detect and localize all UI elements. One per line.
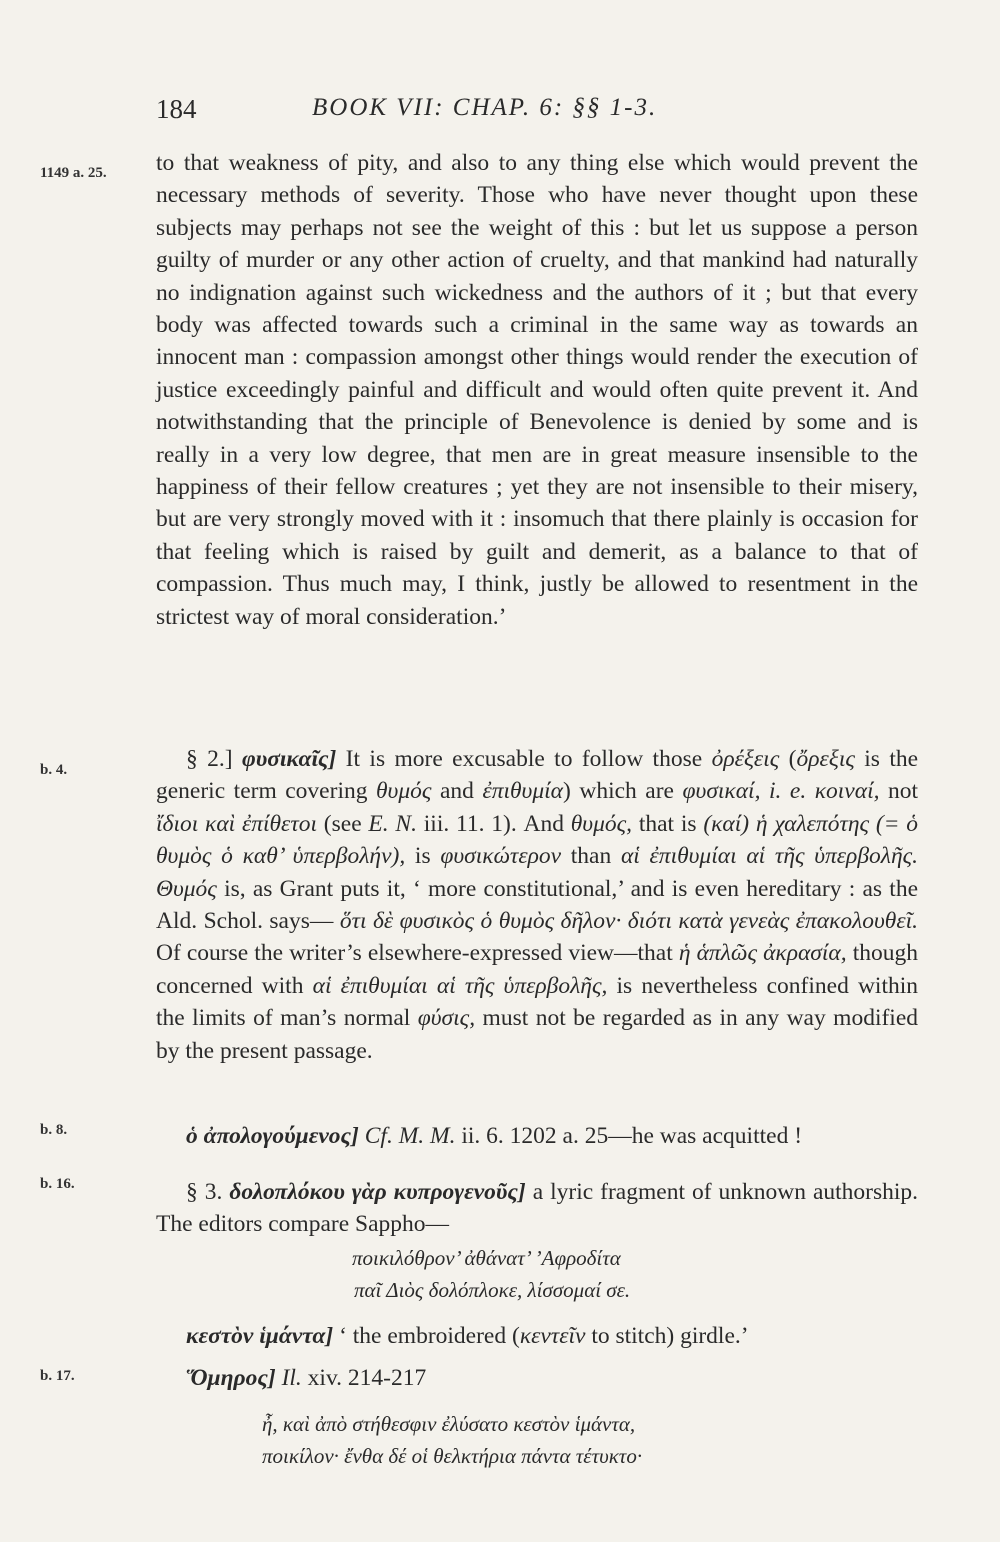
- note-physikais: [156, 743, 918, 1067]
- margin-ref-3: b. 8.: [40, 1122, 68, 1138]
- margin-ref-1: 1149 a. 25.: [40, 165, 107, 181]
- page-header: [0, 94, 1000, 134]
- margin-ref-2: b. 4.: [40, 762, 68, 778]
- note-text: is, as Grant puts it, ‘ more constitutional,’ and is even hereditary : as the Ald. Schol. says—: [156, 875, 918, 935]
- greek-text: φυσικαί,: [682, 778, 761, 805]
- note-text: that is: [638, 810, 697, 837]
- note-text: not: [888, 778, 919, 805]
- greek-text: ἴδιοι καὶ ἐπίθετοι: [156, 810, 318, 837]
- note-text: a lyric fragment of unknown authorship. The editors compare Sappho—: [156, 1179, 919, 1238]
- greek-text: i. e. κοιναί,: [769, 778, 880, 805]
- greek-text: φύσις,: [417, 1005, 476, 1032]
- note-text: to stitch) girdle.’: [591, 1323, 749, 1349]
- note-apologoumenos: [156, 1120, 918, 1152]
- greek-text: θυμός,: [570, 810, 633, 837]
- greek-text: ὄρεξις: [796, 746, 855, 772]
- note-text: is nevertheless confined within the limits of man’s normal: [156, 972, 919, 1032]
- lemma: ὁ ἀπολογούμενος]: [186, 1123, 359, 1149]
- greek-text: Θυμός: [156, 875, 217, 902]
- greek-text: ὀρέξεις: [711, 746, 780, 772]
- citation-italic: Il.: [281, 1365, 302, 1391]
- note-text: ) which are: [563, 778, 674, 805]
- lemma: φυσικαῖς]: [241, 746, 337, 772]
- greek-text: αἱ ἐπιθυμίαι αἱ τῆς ὑπερβολῆς.: [620, 843, 919, 870]
- note-text: must not be regarded as in any way modified by the present passage.: [156, 1005, 919, 1064]
- sappho-verse: [352, 1242, 630, 1306]
- note-text: xiv. 214-217: [307, 1365, 427, 1391]
- verse-line: ποικιλόθρον’ ἀθάνατ’ ’Αφροδίτα: [352, 1246, 621, 1270]
- verse-line: παῖ Διὸς δολόπλοκε, λίσσομαί σε.: [354, 1278, 631, 1302]
- section-mark: § 2.]: [186, 746, 233, 772]
- note-text: (see: [323, 810, 362, 837]
- running-title: BOOK VII: CHAP. 6: §§ 1-3.: [312, 94, 658, 121]
- citation-italic: Cf. M. M.: [364, 1123, 456, 1149]
- note-text: It is more excusable to follow those: [345, 746, 703, 772]
- lemma: Ὅμηρος]: [186, 1365, 276, 1391]
- note-text: and: [439, 778, 474, 805]
- margin-ref-5: b. 17.: [40, 1368, 75, 1384]
- verse-line: ποικίλον· ἔνθα δέ οἱ θελκτήρια πάντα τέτυκτο·: [262, 1444, 643, 1468]
- note-text: (: [788, 746, 797, 772]
- note-doloplokou: [156, 1176, 918, 1241]
- lemma: κεστὸν ἱμάντα]: [186, 1323, 334, 1349]
- greek-text: κεντεῖν: [519, 1323, 586, 1349]
- greek-text: ἐπιθυμία: [482, 778, 563, 805]
- note-text: than: [570, 843, 612, 870]
- note-text: is: [414, 843, 431, 870]
- note-keston: [186, 1320, 918, 1352]
- margin-ref-4: b. 16.: [40, 1176, 75, 1192]
- greek-text: αἱ ἐπιθυμίαι αἱ τῆς ὑπερβολῆς,: [312, 972, 608, 999]
- note-text: though concerned with: [156, 940, 919, 999]
- note-text: ii. 6. 1202 a. 25—he was acquitted !: [461, 1123, 803, 1149]
- lemma: δολοπλόκου γὰρ κυπρογενοῦς]: [229, 1179, 526, 1205]
- greek-text: φυσικώτερον: [440, 843, 562, 870]
- greek-text: ἡ ἁπλῶς ἀκρασία,: [678, 940, 847, 967]
- homer-verse: [262, 1408, 642, 1472]
- verse-line: ἦ, καὶ ἀπὸ στήθεσφιν ἐλύσατο κεστὸν ἱμάντα,: [262, 1412, 636, 1436]
- greek-text: θυμός: [376, 778, 432, 805]
- section-mark: § 3.: [186, 1179, 223, 1205]
- note-text: iii. 11. 1). And: [423, 810, 564, 837]
- quotation-paragraph: to that weakness of pity, and also to any thing else which would prevent the necessary methods of severity. Those who have never thought upon these subjects may perhaps not see the weight of this : but let us suppose a person guilty of murder or any other action of cruelty, and that mankind had naturally no indignation against such wickedness and the authors of it ; but that every body was affected towards such a criminal in the same way as towards an innocent man : compassion amongst other things would render the execution of justice exceedingly painful and difficult and would often quite prevent it. And notwithstanding that the principle of Benevolence is denied by some and is really in a very low degree, that men are in great measure insensible to the happiness of their fellow creatures ; yet they are not insensible to their misery, but are very strongly moved with it : insomuch that there plainly is occasion for that feeling which is raised by guilt and demerit, as a balance to that of compassion. Thus much may, I think, justly be allowed to resentment in the strictest way of moral consideration.’: [156, 150, 918, 630]
- note-text: ‘ the embroidered (: [339, 1323, 520, 1349]
- note-text: Of course the writer’s elsewhere-expressed view—that: [156, 940, 673, 967]
- greek-text: ὅτι δὲ φυσικὸς ὁ θυμὸς δῆλον· διότι κατὰ γενεὰς ἐπακολουθεῖ.: [339, 908, 919, 935]
- greek-text: (καί) ἡ χαλεπότης (= ὁ θυμὸς ὁ καθ’ ὑπερβολήν),: [156, 810, 919, 870]
- page-number: 184: [156, 94, 197, 124]
- note-homeros: [156, 1362, 918, 1394]
- note-text: is the generic term covering: [156, 746, 919, 805]
- citation-italic: E. N.: [368, 810, 417, 837]
